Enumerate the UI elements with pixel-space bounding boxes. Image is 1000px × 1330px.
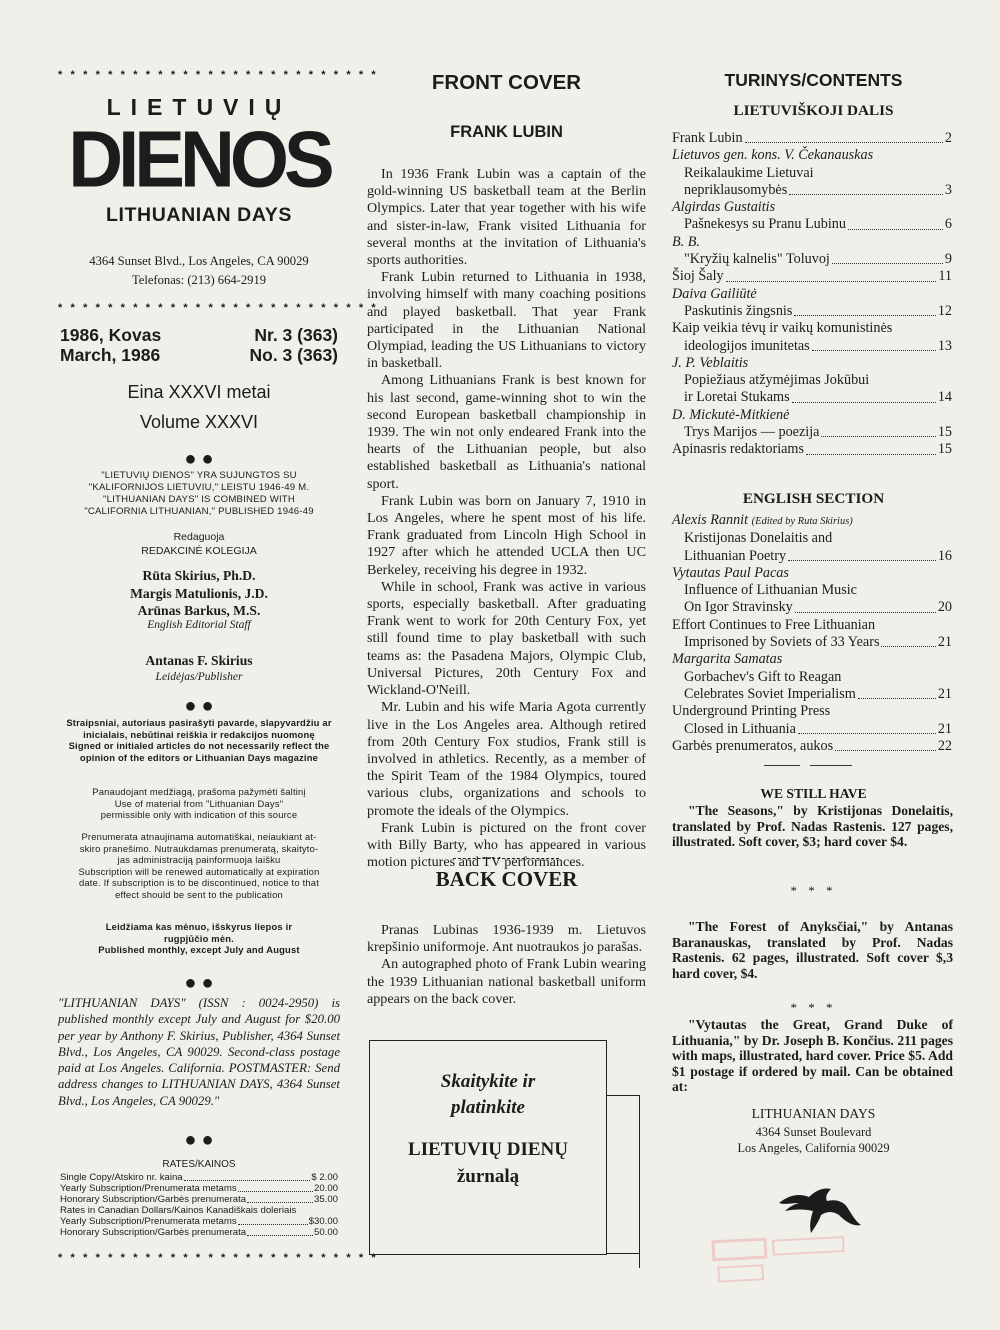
still-have-heading: WE STILL HAVE bbox=[760, 786, 867, 801]
notice-signed-articles bbox=[58, 717, 340, 763]
article-divider bbox=[453, 858, 559, 859]
toc-author: Vytautas Paul Pacas bbox=[672, 564, 789, 581]
editor-name: Rūta Skirius, Ph.D. bbox=[142, 568, 256, 583]
toc-title: Apinasris redaktoriams bbox=[672, 441, 804, 458]
toc-english bbox=[672, 512, 952, 755]
rate-label: Yearly Subscription/Prenumerata metams bbox=[60, 1216, 237, 1227]
rate-note bbox=[60, 1205, 338, 1216]
rates-table bbox=[60, 1172, 338, 1238]
back-cover-article bbox=[367, 922, 646, 1008]
history-line: "LIETUVIŲ DIENOS" YRA SUJUNGTOS SU bbox=[101, 470, 297, 481]
toc-entry[interactable] bbox=[672, 389, 952, 406]
issue-number-lt: Nr. 3 (363) bbox=[254, 325, 338, 345]
masthead-top-word: LIETUVIŲ bbox=[106, 94, 292, 120]
publisher-phone: Telefonas: (213) 664-2919 bbox=[131, 273, 267, 287]
issn-statement: "LITHUANIAN DAYS" (ISSN : 0024-2950) is published monthly except July and August for $20.00 per year by Anthony F. Skirius, Publisher, 4364 Sunset Blvd., Los Angeles, CA 90029. Second-class postage paid at Los Angeles. California. POSTMASTER: Send address changes to LITHUANIAN DAYS, 4364 Sunset Blvd., Los Angeles, CA 90029." bbox=[58, 996, 340, 1108]
stars-divider-mid: * * * * * * * * * * * * * * * * * * * * * * * * * * bbox=[58, 302, 379, 314]
notice-publication-schedule bbox=[58, 921, 340, 956]
rate-row bbox=[60, 1216, 338, 1227]
toc-author: Lietuvos gen. kons. V. Čekanauskas bbox=[672, 147, 874, 164]
editorial-staff-label: English Editorial Staff bbox=[147, 619, 251, 631]
toc-title: Garbės prenumeratos, aukos bbox=[672, 737, 834, 754]
toc-page: 2 bbox=[944, 130, 952, 146]
rate-value: 20.00 bbox=[313, 1183, 338, 1194]
rate-value: $ 2.00 bbox=[311, 1172, 338, 1183]
lt-section-heading: LIETUVIŠKOJI DALIS bbox=[733, 102, 894, 119]
toc-title: Influence of Lithuanian Music bbox=[684, 582, 857, 599]
promo-line-2: platinkite bbox=[451, 1097, 525, 1118]
notice-line: skiro pranešimo. Nutraukdamas prenumeratą, skaityto- bbox=[79, 842, 319, 854]
toc-entry[interactable] bbox=[672, 441, 952, 458]
back-cover-heading: BACK COVER bbox=[435, 867, 578, 891]
toc-author: Daiva Gailiūtė bbox=[672, 285, 757, 302]
toc-author: Margarita Samatas bbox=[672, 651, 783, 668]
toc-entry[interactable] bbox=[672, 424, 952, 441]
redaguoja-label: Redaguoja bbox=[173, 531, 225, 543]
history-note bbox=[58, 470, 340, 518]
article-paragraph: An autographed photo of Frank Lubin wearing the 1939 Lithuanian national basketball uniform appears on the back cover. bbox=[367, 956, 646, 1007]
toc-page: 15 bbox=[937, 424, 952, 441]
notice-line: opinion of the editors or Lithuanian Days magazine bbox=[79, 751, 319, 763]
notice-line: permissible only with indication of this source bbox=[100, 809, 298, 821]
rate-row bbox=[60, 1194, 338, 1205]
contents-end-rule-left bbox=[764, 765, 800, 766]
toc-page: 11 bbox=[938, 268, 952, 285]
book-separator-2: * * * bbox=[790, 1000, 837, 1015]
toc-title: On Igor Stravinsky bbox=[684, 599, 793, 616]
book-item-2: "The Forest of Anyksčiai," by Antanas Baranauskas, translated by Prof. Nadas Rastenis. 62 pages, illustrated. Soft cover $,3 hard cover, $4. bbox=[672, 919, 953, 981]
year-lt: Eina XXXVI metai bbox=[127, 382, 271, 402]
toc-entry[interactable] bbox=[672, 599, 952, 616]
bullet-divider-2: ● ● bbox=[184, 695, 214, 717]
toc-title: Šioj Šaly bbox=[672, 268, 724, 285]
book-item-1: "The Seasons," by Kristijonas Donelaitis, translated by Prof. Nadas Rastenis. 127 pages, illustrated. Soft cover, $3; hard cover $4. bbox=[672, 803, 953, 850]
toc-author: B. B. bbox=[672, 233, 700, 250]
toc-entry[interactable] bbox=[672, 686, 952, 703]
rate-label: Yearly Subscription/Prenumerata metams bbox=[60, 1183, 237, 1194]
promo-box-shadow-base bbox=[607, 1253, 640, 1254]
rate-row bbox=[60, 1183, 338, 1194]
promo-box bbox=[369, 1040, 607, 1255]
toc-page: 21 bbox=[937, 720, 952, 737]
toc-title: Imprisoned by Soviets of 33 Years bbox=[684, 634, 880, 651]
toc-title: Kaip veikia tėvų ir vaikų komunistinės bbox=[672, 320, 893, 337]
toc-author: J. P. Veblaitis bbox=[672, 354, 749, 371]
masthead-subtitle: LITHUANIAN DAYS bbox=[106, 204, 292, 226]
toc-page: 13 bbox=[937, 337, 952, 354]
toc-entry[interactable] bbox=[672, 216, 952, 233]
toc-author-note: (Edited by Ruta Skirius) bbox=[751, 516, 853, 527]
notice-line: Published monthly, except July and August bbox=[98, 944, 300, 956]
order-address-line-3: Los Angeles, California 90029 bbox=[737, 1141, 890, 1155]
toc-title: Celebrates Soviet Imperialism bbox=[684, 685, 856, 702]
contents-end-rule-right bbox=[810, 765, 852, 766]
rates-title: RATES/KAINOS bbox=[162, 1159, 236, 1170]
article-paragraph: Among Lithuanians Frank is best known for his last second, game-winning shot to win the second European basketball championship in 1939. The win not only endeared Frank into the hearts of the Lithuanian people, but also established basketball as Lithuania's national sport. bbox=[367, 372, 646, 492]
toc-author: Alexis Rannit bbox=[672, 512, 749, 528]
contents-heading: TURINYS/CONTENTS bbox=[724, 70, 903, 90]
toc-author-row bbox=[672, 512, 952, 530]
history-line: "CALIFORNIA LITHUANIAN," PUBLISHED 1946-49 bbox=[84, 506, 314, 517]
toc-title: Reikalaukime Lietuvai bbox=[684, 164, 814, 181]
front-cover-subheading: FRANK LUBIN bbox=[450, 123, 563, 141]
notice-line: Use of material from "Lithuanian Days" bbox=[114, 797, 284, 809]
notice-line: Leidžiama kas mėnuo, išskyrus liepos ir bbox=[105, 921, 293, 932]
toc-title: ideologijos imunitetas bbox=[684, 337, 810, 354]
notice-line: Prenumerata atnaujinama automatiškai, neiaukiant at- bbox=[81, 831, 317, 842]
toc-entry[interactable] bbox=[672, 130, 952, 147]
book-separator-1: * * * bbox=[790, 883, 837, 898]
issue-number-en: No. 3 (363) bbox=[249, 345, 338, 365]
order-address-line-2: 4364 Sunset Boulevard bbox=[755, 1125, 872, 1139]
front-cover-article bbox=[367, 166, 646, 871]
library-stamp-mark bbox=[711, 1228, 864, 1290]
toc-page: 12 bbox=[937, 302, 952, 319]
notice-line: Signed or initialed articles do not necessarily reflect the bbox=[68, 740, 330, 752]
rate-row bbox=[60, 1227, 338, 1238]
toc-entry[interactable] bbox=[672, 182, 952, 199]
rate-value: $30.00 bbox=[308, 1216, 338, 1227]
toc-title: Frank Lubin bbox=[672, 130, 743, 146]
rate-label: Honorary Subscription/Garbės prenumerata bbox=[60, 1227, 247, 1238]
order-address-line-1: LITHUANIAN DAYS bbox=[751, 1106, 876, 1121]
history-line: "KALIFORNIJOS LIETUVIU," LEISTU 1946-49 M. bbox=[88, 482, 310, 493]
rate-label: Honorary Subscription/Garbės prenumerata bbox=[60, 1194, 247, 1205]
notice-line: date. If subscription is to be discontinued, notice to that bbox=[78, 877, 320, 889]
history-line: "LITHUANIAN DAYS" IS COMBINED WITH bbox=[103, 494, 295, 505]
bullet-divider-3: ● ● bbox=[184, 972, 214, 994]
toc-entry[interactable] bbox=[672, 338, 952, 355]
article-paragraph: Pranas Lubinas 1936-1939 m. Lietuvos krepšinio uniformoje. Ant nuotraukos jo parašas. bbox=[367, 922, 646, 956]
toc-author: Algirdas Gustaitis bbox=[672, 199, 776, 216]
notice-line: rugpjūčio mėn. bbox=[164, 932, 234, 944]
toc-page: 15 bbox=[937, 441, 952, 458]
toc-title: Pašnekesys su Pranu Lubinu bbox=[684, 216, 846, 233]
toc-title: Trys Marijos — poezija bbox=[684, 424, 820, 441]
notice-line: effect should be sent to the publication bbox=[115, 888, 283, 900]
notice-line: inicialais, nebūtinai reiškia ir redakcijos nuomonę bbox=[83, 728, 315, 740]
volume-en: Volume XXXVI bbox=[139, 412, 259, 432]
toc-title: Kristijonas Donelaitis and bbox=[684, 530, 833, 547]
toc-entry[interactable] bbox=[672, 721, 952, 738]
editor-name: Arūnas Barkus, M.S. bbox=[137, 603, 261, 618]
toc-page: 22 bbox=[937, 737, 952, 754]
toc-lithuanian bbox=[672, 130, 952, 459]
rate-value: 35.00 bbox=[313, 1194, 338, 1205]
logo-dienos: DIENOS bbox=[68, 114, 330, 205]
promo-line-4: žurnalą bbox=[456, 1166, 520, 1187]
toc-title: Paskutinis žingsnis bbox=[684, 302, 793, 319]
book-item-3: "Vytautas the Great, Grand Duke of Lithuania," by Dr. Joseph B. Končius. 211 pages with maps, illustrated, hard cover. Price $5. Add $1 postage if ordered by mail. Can be obtained at: bbox=[672, 1017, 953, 1095]
rate-value: 50.00 bbox=[313, 1227, 338, 1238]
notice-line: Subscription will be renewed automatically at expiration bbox=[78, 865, 320, 877]
toc-entry[interactable] bbox=[672, 548, 952, 565]
promo-line-1: Skaitykite ir bbox=[440, 1071, 536, 1092]
bullet-divider-4: ● ● bbox=[184, 1129, 214, 1151]
toc-entry[interactable] bbox=[672, 268, 952, 285]
toc-title: Closed in Lithuania bbox=[684, 720, 796, 737]
toc-page: 9 bbox=[944, 251, 952, 268]
rate-label: Single Copy/Atskiro nr. kaina bbox=[60, 1172, 183, 1183]
toc-author: D. Mickutė-Mitkienė bbox=[672, 406, 790, 423]
toc-entry[interactable] bbox=[672, 251, 952, 268]
promo-line-3: LIETUVIŲ DIENŲ bbox=[408, 1139, 568, 1160]
front-cover-heading: FRONT COVER bbox=[431, 71, 582, 94]
stars-divider-bottom: * * * * * * * * * * * * * * * * * * * * * * * * * * bbox=[58, 1252, 379, 1264]
article-paragraph: Frank Lubin is pictured on the front cover with Billy Barty, who has appeared in various motion pictures and TV performances. bbox=[367, 819, 646, 871]
issue-date-lt: 1986, Kovas bbox=[60, 325, 162, 345]
toc-title: Popiežiaus atžymėjimas Jokūbui bbox=[684, 372, 870, 389]
editor-names bbox=[58, 567, 340, 620]
toc-page: 3 bbox=[944, 181, 952, 198]
toc-page: 21 bbox=[937, 685, 952, 702]
toc-title: Effort Continues to Free Lithuanian bbox=[672, 616, 876, 633]
toc-page: 6 bbox=[944, 216, 952, 233]
editor-name: Margis Matulionis, J.D. bbox=[130, 585, 268, 601]
notice-subscription bbox=[58, 831, 340, 901]
toc-page: 20 bbox=[937, 599, 952, 616]
toc-entry[interactable] bbox=[672, 738, 952, 755]
promo-box-shadow-edge bbox=[607, 1095, 640, 1268]
toc-title: Underground Printing Press bbox=[672, 703, 831, 720]
article-paragraph: Frank Lubin was born on January 7, 1910 in Los Angeles, where he spent most of his life. Frank graduated from Lincoln High School in 1927 after which he attended UCLA then UC Berkeley, receiving his degree in 1932. bbox=[367, 492, 646, 578]
toc-title: Gorbachev's Gift to Reagan bbox=[684, 668, 842, 685]
article-paragraph: In 1936 Frank Lubin was a captain of the gold-winning US basketball team at the Berlin Olympics. Later that year together with his wife and sister-in-law, Frank visited Lithuania for several months at the invitation of Lithuania's sports authorities. bbox=[367, 166, 646, 269]
publisher-name: Antanas F. Skirius bbox=[145, 653, 253, 668]
notice-line: Panaudojant medžiagą, prašoma pažymėti šaltinį bbox=[92, 786, 306, 797]
toc-title: nepriklausomybės bbox=[684, 181, 788, 198]
notice-source bbox=[58, 786, 340, 821]
stars-divider-top: * * * * * * * * * * * * * * * * * * * * * * * * * * bbox=[58, 69, 379, 81]
rate-row bbox=[60, 1172, 338, 1183]
publisher-address: 4364 Sunset Blvd., Los Angeles, CA 90029 bbox=[89, 254, 309, 268]
issue-date-en: March, 1986 bbox=[60, 345, 161, 365]
en-section-heading: ENGLISH SECTION bbox=[742, 490, 885, 507]
notice-line: jas administraciją painformuoja laišku bbox=[117, 854, 281, 866]
notice-line: Straipsniai, autoriaus pasirašyti pavarde, slapyvardžiu ar bbox=[66, 717, 332, 728]
toc-page: 14 bbox=[937, 389, 952, 406]
toc-title: ir Loretai Stukams bbox=[684, 389, 790, 406]
publisher-role: Leidėjas/Publisher bbox=[155, 671, 243, 683]
toc-entry[interactable] bbox=[672, 634, 952, 651]
article-paragraph: Frank Lubin returned to Lithuania in 1938, involving himself with many coaching positions and played basketball. That year Frank participated in the Lithuanian National Olympiad, leading the US Lithuanians to victory in basketball. bbox=[367, 269, 646, 372]
rate-label: Rates in Canadian Dollars/Kainos Kanadiškais doleriais bbox=[60, 1205, 297, 1216]
toc-title: "Kryžių kalnelis" Toluvoj bbox=[684, 251, 830, 268]
article-paragraph: While in school, Frank was active in various sports, especially basketball. After graduating Frank went to work for 20th Century Fox, yet still found time to play basketball with such teams as: the Pasadena Majors, Olympic Club, Universal Pictures, 20th Century Fox and Wickland-O'Neill. bbox=[367, 578, 646, 699]
article-paragraph: Mr. Lubin and his wife Maria Agota currently live in the Los Angeles area. Although retired from 20th Century Fox studios, Frank still is involved in athletics. Recently, as a member of the Spirit Team of the 1984 Olympics, toured various clubs, organizations and schools to promote the ideals of the Olympics. bbox=[367, 699, 646, 819]
kolegija-label: REDAKCINĖ KOLEGIJA bbox=[141, 545, 257, 557]
bullet-divider-1: ● ● bbox=[184, 448, 214, 470]
toc-page: 16 bbox=[937, 547, 952, 564]
toc-title: Lithuanian Poetry bbox=[684, 547, 787, 564]
toc-page: 21 bbox=[937, 634, 952, 651]
toc-entry[interactable] bbox=[672, 303, 952, 320]
